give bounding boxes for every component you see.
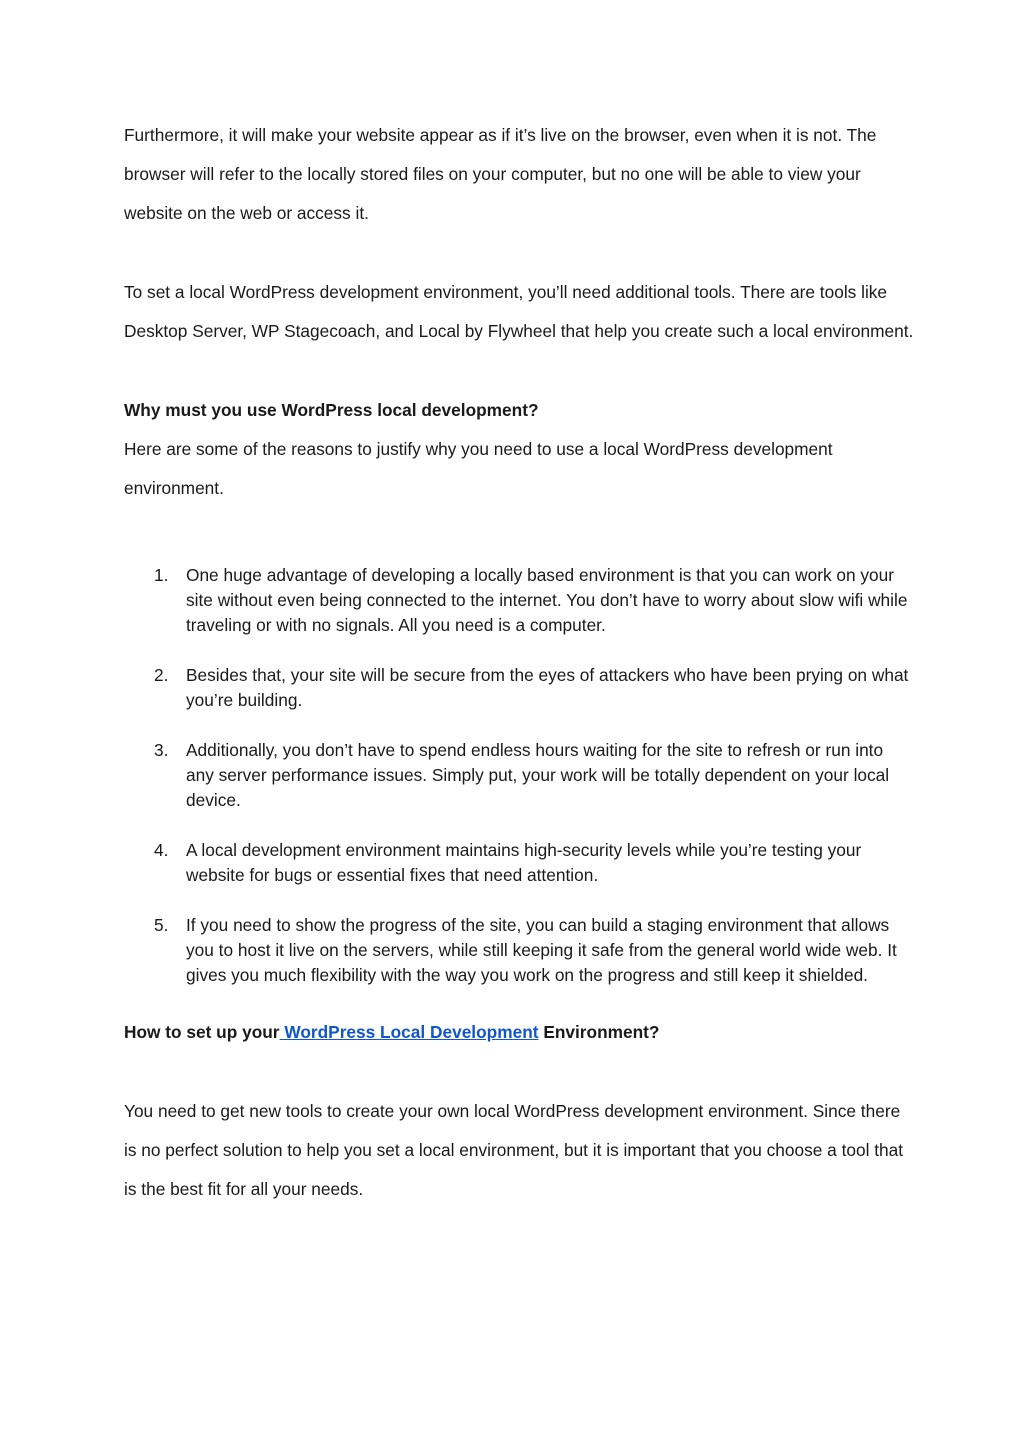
wordpress-local-development-link[interactable]: WordPress Local Development — [279, 1022, 539, 1042]
document-page — [124, 116, 914, 1209]
reasons-list — [124, 563, 914, 988]
list-item-text: A local development environment maintains high-security levels while you’re testing your website for bugs or essential fixes that need attention. — [186, 840, 862, 885]
list-item-number: 4. — [154, 840, 169, 860]
list-item — [124, 663, 914, 713]
heading-how-to-set-up-prefix: How to set up your — [124, 1022, 280, 1042]
list-item-text: Additionally, you don’t have to spend endless hours waiting for the site to refresh or run into any server performance issues. Simply put, your work will be totally dependent on your local device. — [186, 740, 890, 810]
paragraph-live-browser: Furthermore, it will make your website appear as if it’s live on the browser, even when it is not. The browser will refer to the locally stored files on your computer, but no one will be able to view your website on the web or access it. — [124, 125, 877, 223]
heading-why-local-development: Why must you use WordPress local development? — [124, 400, 539, 420]
heading-how-to-set-up-suffix: Environment? — [538, 1022, 660, 1042]
list-item-text: If you need to show the progress of the site, you can build a staging environment that allows you to host it live on the servers, while still keeping it safe from the general world wide web. It gives you much flexibility with the way you work on the progress and still keep it shielded. — [186, 915, 897, 985]
list-item-number: 3. — [154, 740, 169, 760]
paragraph-reasons-intro: Here are some of the reasons to justify why you need to use a local WordPress development environment. — [124, 439, 833, 498]
list-item-number: 5. — [154, 915, 169, 935]
heading-how-to-set-up — [124, 1013, 914, 1052]
list-item — [124, 738, 914, 813]
list-item — [124, 913, 914, 988]
list-item — [124, 563, 914, 638]
list-item-number: 2. — [154, 665, 169, 685]
paragraph-local-tools: To set a local WordPress development environment, you’ll need additional tools. There are tools like Desktop Server, WP Stagecoach, and Local by Flywheel that help you create such a local environment. — [124, 282, 914, 341]
list-item — [124, 838, 914, 888]
list-item-text: One huge advantage of developing a locally based environment is that you can work on your site without even being connected to the internet. You don’t have to worry about slow wifi while traveling or with no signals. All you need is a computer. — [186, 565, 908, 635]
paragraph-new-tools: You need to get new tools to create your own local WordPress development environment. Since there is no perfect solution to help you set a local environment, but it is important that you choose a tool that is the best fit for all your needs. — [124, 1101, 904, 1199]
list-item-number: 1. — [154, 565, 169, 585]
list-item-text: Besides that, your site will be secure from the eyes of attackers who have been prying on what you’re building. — [186, 665, 909, 710]
